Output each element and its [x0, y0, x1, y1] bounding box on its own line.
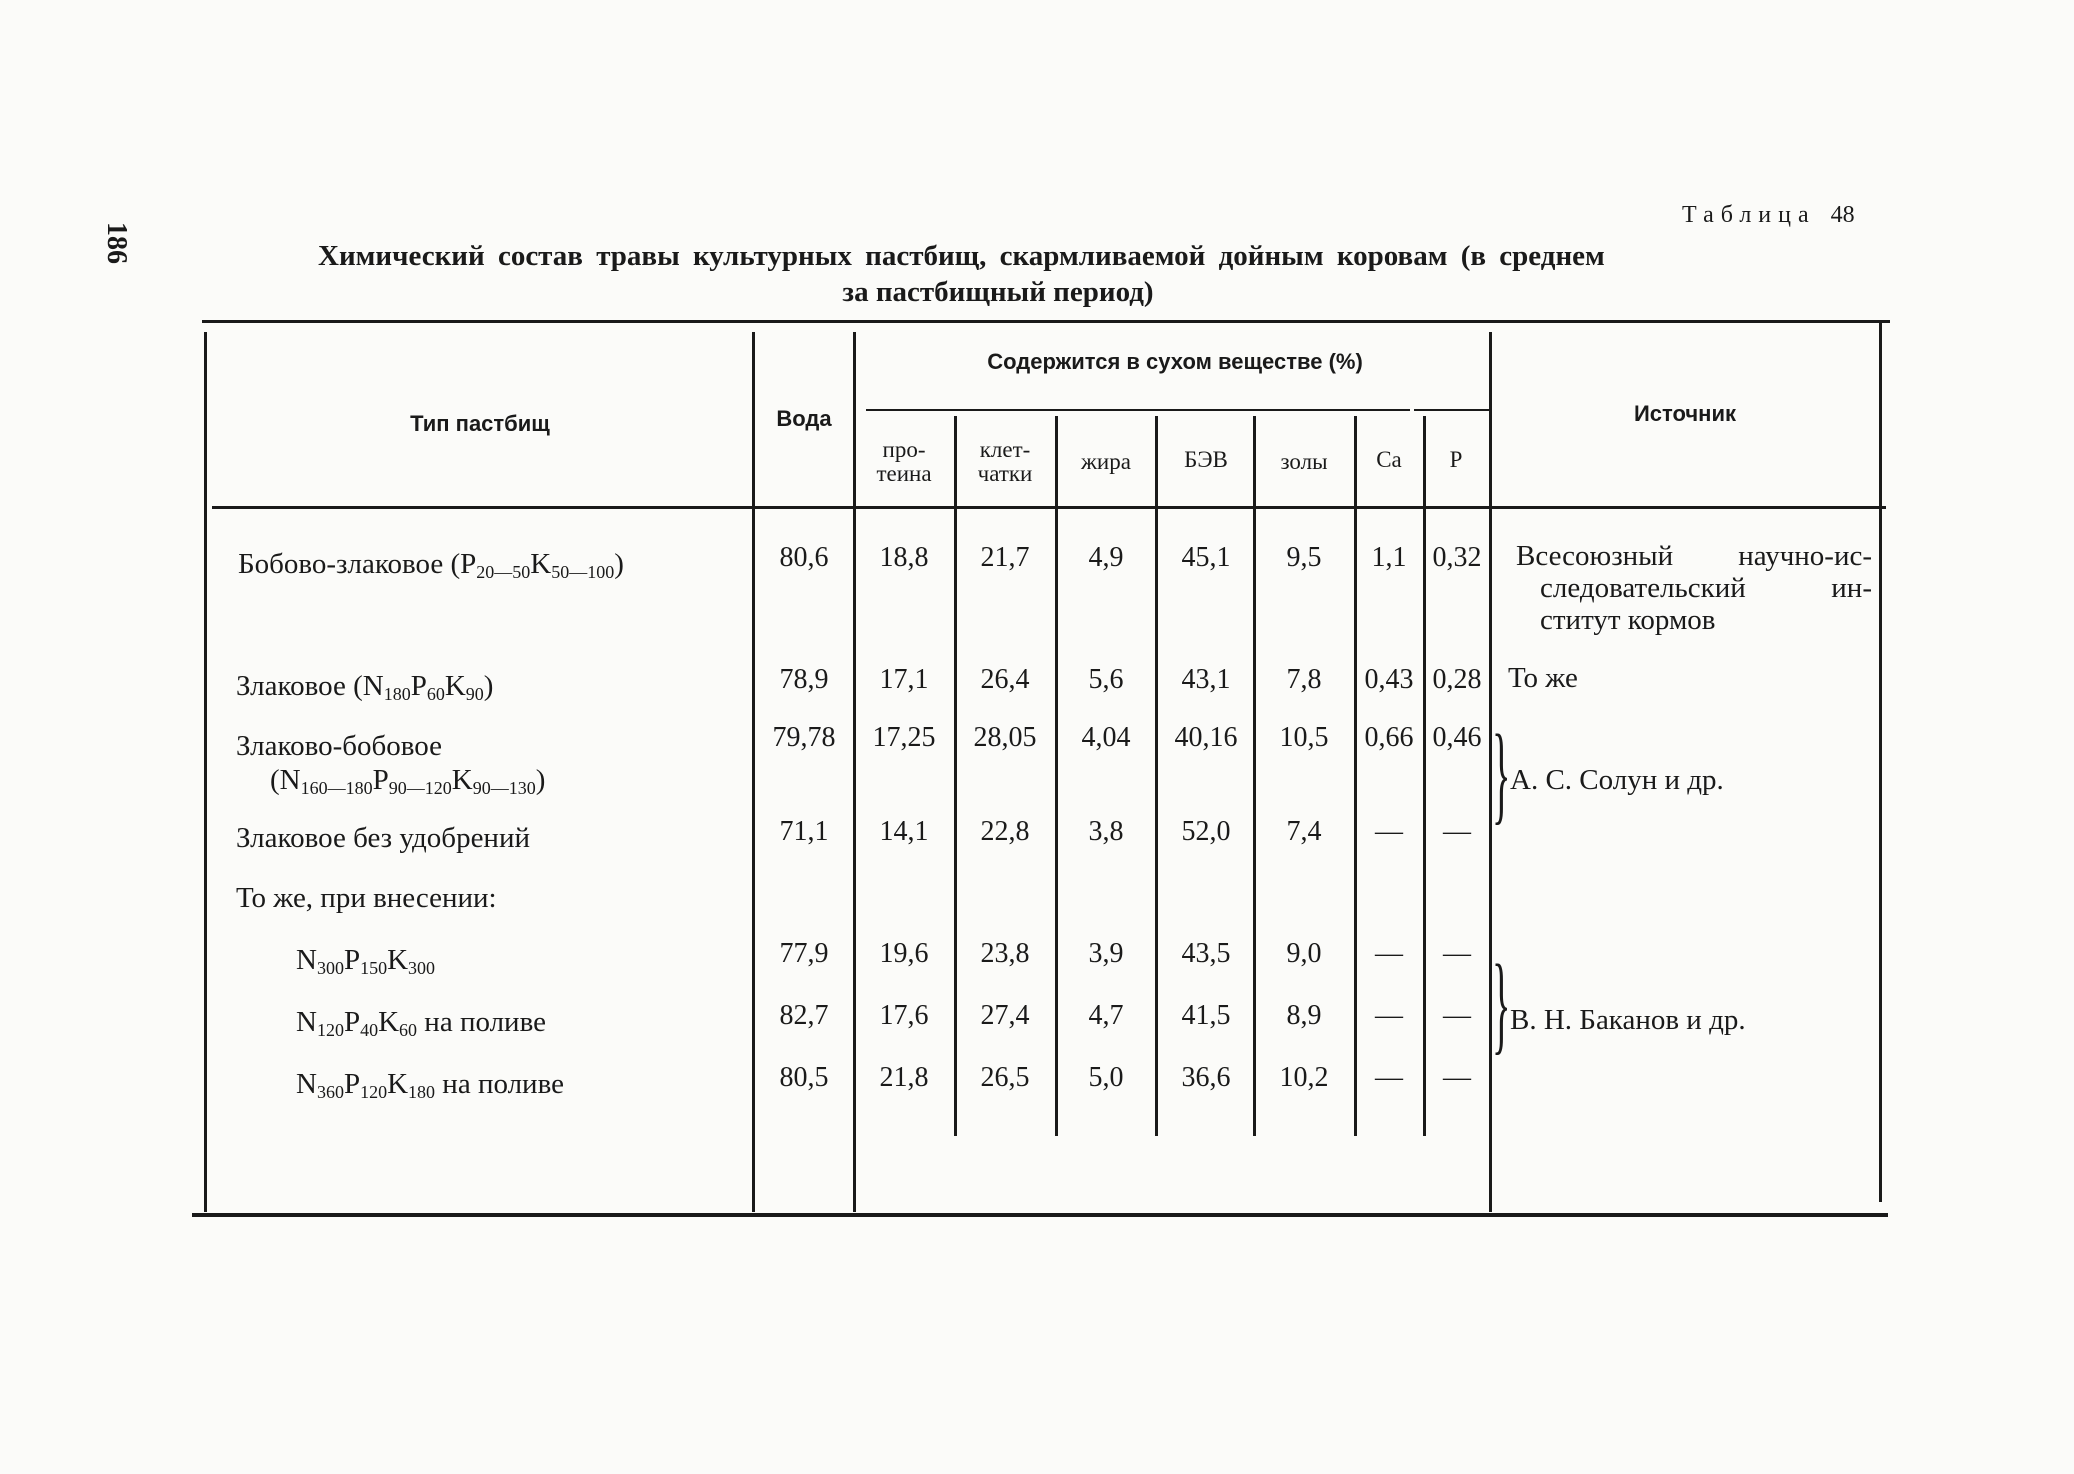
source-1-line-3: ститут кормов — [1540, 604, 1716, 636]
row-name-4-text: Злаковое без удобрений — [236, 822, 530, 854]
row-name-2-mid-2: K — [444, 670, 466, 702]
cell-fiber: 21,7 — [980, 542, 1030, 573]
table-title — [318, 238, 1748, 310]
table-left-edge — [204, 332, 207, 1212]
row-name-6-text: N — [296, 944, 317, 976]
row-name-7-end: на поливе — [417, 1006, 546, 1038]
cell-bev: 45,1 — [1181, 542, 1231, 573]
row-name-8-mid-2: K — [387, 1068, 409, 1100]
source-3: А. С. Солун и др. — [1510, 764, 1724, 796]
source-2: То же — [1508, 662, 1578, 694]
source-1-line-2: следовательский ин- — [1540, 572, 1872, 604]
row-name-2-mid-1: P — [410, 670, 427, 702]
cell-bev: 41,5 — [1181, 1000, 1231, 1031]
row-name-8-sub-2: 120 — [360, 1082, 388, 1102]
cell-ash: 10,5 — [1279, 722, 1329, 753]
cell-protein: 19,6 — [879, 938, 929, 969]
row-name-8 — [296, 1068, 564, 1103]
cell-p: 0,28 — [1432, 664, 1482, 695]
header-fiber-line-2: чатки — [977, 461, 1033, 486]
row-name-2-end: ) — [483, 670, 494, 702]
cell-fiber: 22,8 — [980, 816, 1030, 847]
row-name-6-mid-1: P — [343, 944, 361, 976]
row-name-4 — [236, 822, 530, 855]
cell-p: — — [1443, 816, 1471, 847]
dry-matter-rule-p — [1414, 409, 1492, 411]
row-name-3-text: Злаково-бобовое — [236, 730, 442, 762]
cell-fat: 3,8 — [1088, 816, 1124, 847]
cell-bev: 43,5 — [1181, 938, 1231, 969]
row-name-7-sub-2: 40 — [360, 1020, 379, 1040]
table-label-text: Таблица — [1682, 202, 1816, 228]
header-source: Источник — [1633, 401, 1737, 426]
cell-bev: 52,0 — [1181, 816, 1231, 847]
row-name-3-mid-2: K — [451, 764, 473, 796]
row-name-8-sub-1: 360 — [316, 1082, 344, 1102]
cell-ash: 10,2 — [1279, 1062, 1329, 1093]
cell-fiber: 27,4 — [980, 1000, 1030, 1031]
row-name-6-mid-2: K — [387, 944, 409, 976]
cell-ca: — — [1375, 938, 1403, 969]
brace-1: } — [1492, 712, 1511, 834]
cell-fiber: 28,05 — [973, 722, 1037, 753]
cell-ca: 1,1 — [1371, 542, 1407, 573]
cell-protein: 21,8 — [879, 1062, 929, 1093]
row-name-3-formula — [270, 764, 545, 799]
row-name-3-sub-2: 90—120 — [388, 778, 452, 798]
row-name-8-sub-3: 180 — [408, 1082, 436, 1102]
cell-protein: 14,1 — [879, 816, 929, 847]
header-bev: БЭВ — [1184, 447, 1228, 472]
cell-fat: 4,7 — [1088, 1000, 1124, 1031]
cell-fat: 5,0 — [1088, 1062, 1124, 1093]
cell-fat: 4,04 — [1081, 722, 1131, 753]
row-name-7 — [296, 1006, 546, 1041]
cell-protein: 17,25 — [872, 722, 936, 753]
title-line-2: за пастбищный период) — [842, 276, 1154, 308]
table-number: 48 — [1830, 202, 1855, 228]
cell-bev: 36,6 — [1181, 1062, 1231, 1093]
cell-p: 0,32 — [1432, 542, 1482, 573]
cell-fiber: 23,8 — [980, 938, 1030, 969]
cell-ash: 9,0 — [1286, 938, 1322, 969]
cell-p: 0,46 — [1432, 722, 1482, 753]
col-divider-water — [752, 332, 755, 1212]
row-name-1-end: ) — [614, 548, 624, 580]
row-name-2-sub-3: 90 — [465, 684, 484, 704]
row-name-3-sub-3: 90—130 — [472, 778, 536, 798]
source-4: В. Н. Баканов и др. — [1510, 1004, 1746, 1036]
row-name-7-mid-1: P — [343, 1006, 361, 1038]
row-name-2-text: Злаковое (N — [236, 670, 384, 702]
row-name-6-sub-1: 300 — [316, 958, 344, 978]
cell-water: 80,5 — [779, 1062, 829, 1093]
source-1-line-1: Всесоюзный научно-ис- — [1516, 540, 1872, 572]
cell-water: 78,9 — [779, 664, 829, 695]
cell-ash: 7,8 — [1286, 664, 1322, 695]
row-name-1-sub-2: 50—100 — [551, 562, 615, 582]
row-name-1-text: Бобово-злаковое (P — [238, 548, 477, 580]
row-name-6-sub-3: 300 — [408, 958, 436, 978]
cell-fat: 4,9 — [1088, 542, 1124, 573]
header-protein — [856, 438, 952, 486]
header-protein-line-2: теина — [876, 461, 932, 486]
row-name-8-end: на поливе — [435, 1068, 564, 1100]
cell-water: 82,7 — [779, 1000, 829, 1031]
row-name-7-text: N — [296, 1006, 317, 1038]
cell-ca: — — [1375, 1062, 1403, 1093]
page-number: 186 — [101, 222, 132, 264]
header-p: P — [1449, 447, 1463, 472]
row-name-2 — [236, 670, 493, 705]
row-name-2-sub-1: 180 — [383, 684, 411, 704]
table-top-rule — [202, 320, 1890, 323]
row-name-3-open: (N — [270, 764, 301, 796]
cell-ash: 8,9 — [1286, 1000, 1322, 1031]
row-name-3 — [236, 730, 442, 763]
row-name-1 — [238, 548, 624, 583]
cell-bev: 43,1 — [1181, 664, 1231, 695]
row-name-5 — [236, 882, 497, 915]
title-line-1: Химический состав травы культурных пастбищ, скармливаемой дойным коровам (в среднем — [318, 240, 1605, 272]
header-fat: жира — [1081, 449, 1131, 474]
row-name-3-end: ) — [535, 764, 546, 796]
row-name-1-mid-1: K — [530, 548, 552, 580]
cell-bev: 40,16 — [1174, 722, 1238, 753]
header-water: Вода — [776, 406, 832, 431]
header-ash: золы — [1280, 449, 1328, 474]
cell-fat: 5,6 — [1088, 664, 1124, 695]
row-name-5-text: То же, при внесении: — [236, 882, 497, 914]
row-name-3-mid-1: P — [372, 764, 389, 796]
row-name-7-sub-1: 120 — [316, 1020, 344, 1040]
cell-ash: 7,4 — [1286, 816, 1322, 847]
cell-fiber: 26,4 — [980, 664, 1030, 695]
row-name-2-sub-2: 60 — [426, 684, 445, 704]
cell-p: — — [1443, 1062, 1471, 1093]
cell-water: 71,1 — [779, 816, 829, 847]
header-dry-matter: Содержится в сухом веществе (%) — [987, 349, 1363, 374]
cell-ca: 0,43 — [1364, 664, 1414, 695]
cell-ca: — — [1375, 1000, 1403, 1031]
cell-p: — — [1443, 1000, 1471, 1031]
header-fiber-line-1: клет- — [979, 437, 1031, 462]
header-ca: Ca — [1376, 447, 1402, 472]
cell-p: — — [1443, 938, 1471, 969]
dry-matter-rule — [866, 409, 1410, 411]
cell-water: 77,9 — [779, 938, 829, 969]
cell-water: 80,6 — [779, 542, 829, 573]
cell-fiber: 26,5 — [980, 1062, 1030, 1093]
cell-protein: 17,6 — [879, 1000, 929, 1031]
table-label — [1682, 202, 1855, 229]
header-bottom-rule — [212, 506, 1886, 509]
row-name-7-sub-3: 60 — [399, 1020, 418, 1040]
row-name-3-sub-1: 160—180 — [300, 778, 373, 798]
cell-ash: 9,5 — [1286, 542, 1322, 573]
table-right-edge — [1879, 322, 1882, 1202]
table-bottom-rule — [192, 1213, 1888, 1217]
header-fiber — [957, 438, 1053, 486]
brace-2: } — [1492, 942, 1511, 1064]
row-name-1-sub-1: 20—50 — [476, 562, 531, 582]
row-name-8-mid-1: P — [343, 1068, 361, 1100]
cell-ca: 0,66 — [1364, 722, 1414, 753]
row-name-7-mid-2: K — [378, 1006, 400, 1038]
row-name-6-sub-2: 150 — [360, 958, 388, 978]
cell-water: 79,78 — [772, 722, 836, 753]
cell-ca: — — [1375, 816, 1403, 847]
row-name-8-text: N — [296, 1068, 317, 1100]
header-protein-line-1: про- — [882, 437, 926, 462]
source-1 — [1516, 540, 1872, 636]
cell-protein: 17,1 — [879, 664, 929, 695]
header-type: Тип пастбищ — [410, 411, 550, 436]
cell-fat: 3,9 — [1088, 938, 1124, 969]
cell-protein: 18,8 — [879, 542, 929, 573]
row-name-6 — [296, 944, 435, 979]
